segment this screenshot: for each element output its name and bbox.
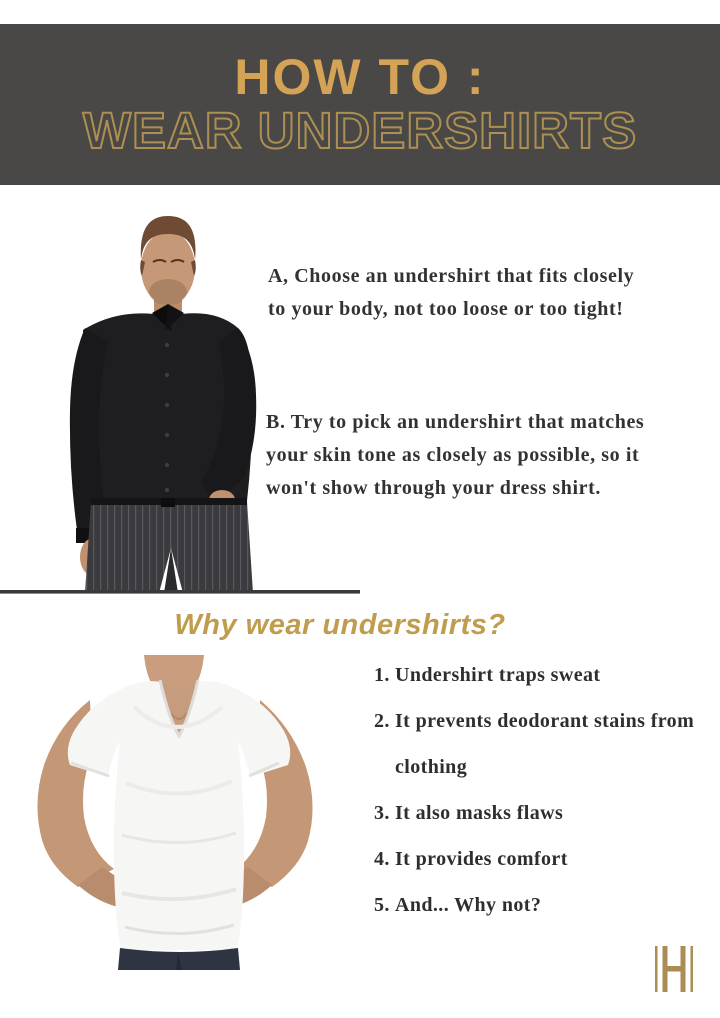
list-item-number: 1. (374, 664, 390, 686)
tip-a-line1: A, Choose an undershirt that fits closely (268, 265, 635, 287)
list-item-text: Undershirt traps sweat (395, 664, 601, 686)
tip-b-line1: B. Try to pick an undershirt that matches (266, 411, 645, 433)
tip-b (266, 406, 706, 505)
list-item (374, 698, 704, 790)
why-list (374, 652, 704, 928)
tip-b-line3: won't show through your dress shirt. (266, 477, 601, 499)
header-title-line2: WEAR UNDERSHIRTS (82, 102, 638, 159)
list-item (374, 882, 704, 928)
h-monogram-icon (655, 946, 693, 992)
section-divider (0, 590, 360, 594)
list-item-text: And... Why not? (395, 894, 542, 916)
list-item-number: 2. (374, 710, 390, 732)
list-item (374, 836, 704, 882)
header-band (0, 24, 720, 185)
header-title-line1: HOW TO : (234, 49, 486, 105)
list-item-number: 3. (374, 802, 390, 824)
list-item-text: It provides comfort (395, 848, 568, 870)
tip-b-line2: your skin tone as closely as possible, so it (266, 444, 640, 466)
list-item (374, 790, 704, 836)
why-heading: Why wear undershirts? (174, 609, 506, 641)
white-undershirt-photo (30, 655, 320, 970)
list-item-text: It also masks flaws (395, 802, 564, 824)
white-undershirt-illustration (30, 655, 320, 970)
list-item-number: 4. (374, 848, 390, 870)
list-item-number: 5. (374, 894, 390, 916)
list-item (374, 652, 704, 698)
tip-a (268, 260, 708, 326)
brand-h-logo (655, 946, 693, 992)
list-item-text: It prevents deodorant stains from clothing (395, 710, 695, 778)
tip-a-line2: to your body, not too loose or too tight! (268, 298, 624, 320)
